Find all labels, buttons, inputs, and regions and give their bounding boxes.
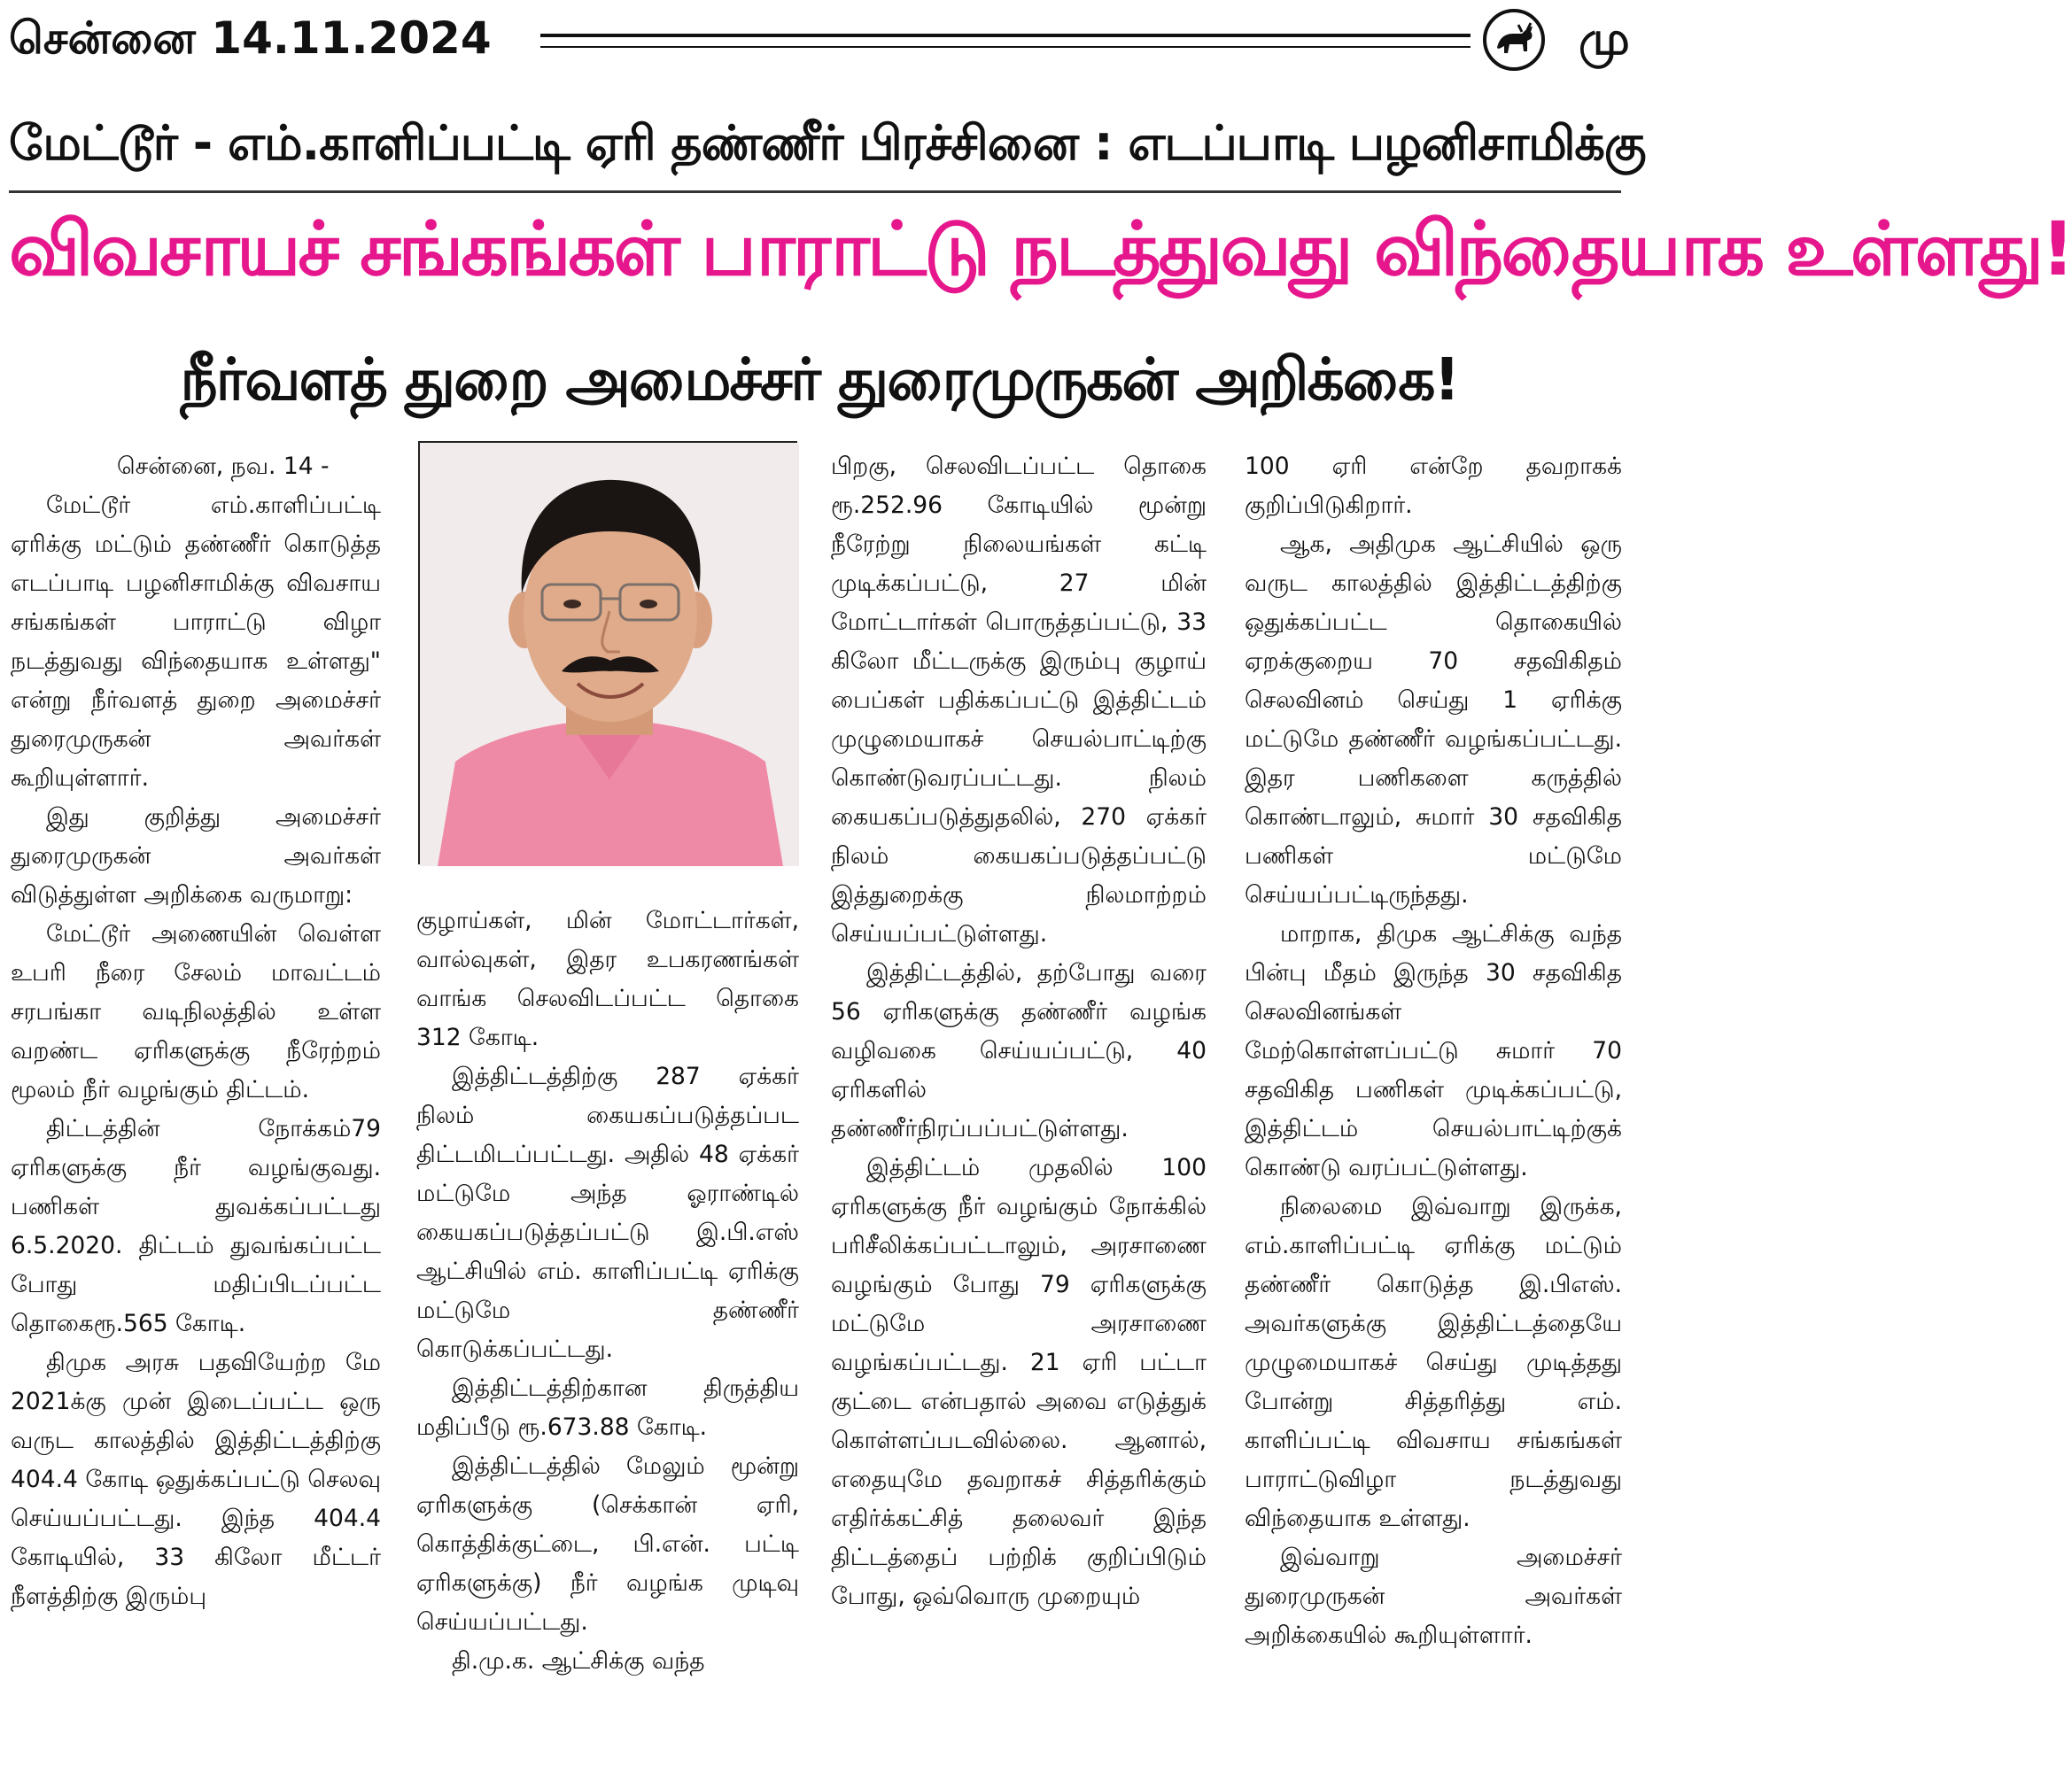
masthead bbox=[9, 7, 1630, 78]
paragraph: இத்திட்டத்தில் மேலும் மூன்று ஏரிகளுக்கு (செக்கான் ஏரி, கொத்திக்குட்டை, பி.என். பட்டி ஏரிகளுக்கு) நீர் வழங்க முடிவு செய்யப்பட்டது. bbox=[416, 1452, 799, 1636]
paragraph: இவ்வாறு அமைச்சர் துரைமுருகன் அவர்கள் அறிக்கையில் கூறியுள்ளார். bbox=[1245, 1544, 1622, 1649]
paragraph: தி.மு.க. ஆட்சிக்கு வந்த bbox=[452, 1647, 705, 1675]
paragraph: இத்திட்டம் முதலில் 100 ஏரிகளுக்கு நீர் வழங்கும் நோக்கில் பரிசீலிக்கப்பட்டாலும், அரசாணை வழங்கும் போது 79 ஏரிகளுக்கு மட்டுமே அரசாணை வழங்கப்பட்டது. 21 ஏரி பட்டா குட்டை என்பதால் அவை எடுத்துக் கொள்ளப்படவில்லை. ஆனால், எதையுமே தவறாகச் சித்தரிக்கும் எதிர்க்கட்சித் தலைவர் இந்த திட்டத்தைப் பற்றிக் குறிப்பிடும் போது, ஒவ்வொரு முறையும் bbox=[831, 1154, 1207, 1610]
paragraph: திமுக அரசு பதவியேற்ற மே 2021க்கு முன் இடைப்பட்ட ஒரு வருட காலத்தில் இத்திட்டத்திற்கு 404.4 கோடி ஒதுக்கப்பட்டு செலவு செய்யப்பட்டது. இந்த 404.4 கோடியில், 33 கிலோ மீட்டர் நீளத்திற்கு இரும்பு bbox=[11, 1349, 381, 1610]
paragraph: மேட்டூர் அணையின் வெள்ள உபரி நீரை சேலம் மாவட்டம் சரபங்கா வடிநிலத்தில் உள்ள வறண்ட ஏரிகளுக்கு நீரேற்றம் மூலம் நீர் வழங்கும் திட்டம். bbox=[11, 920, 381, 1103]
paragraph: இத்திட்டத்திற்கான திருத்திய மதிப்பீடு ரூ.673.88 கோடி. bbox=[416, 1374, 799, 1441]
paragraph: மாறாக, திமுக ஆட்சிக்கு வந்த பின்பு மீதம் இருந்த 30 சதவிகித செலவினங்கள் மேற்கொள்ளப்பட்டு சுமார் 70 சதவிகித பணிகள் முடிக்கப்பட்டு, இத்திட்டம் செயல்பாட்டிற்குக் கொண்டு வரப்பட்டுள்ளது. bbox=[1245, 920, 1622, 1181]
paragraph: மேட்டூர் எம்.காளிப்பட்டி ஏரிக்கு மட்டும் தண்ணீர் கொடுத்த எடப்பாடி பழனிசாமிக்கு விவசாய சங்கங்கள் பாராட்டு விழா நடத்துவது விந்தையாக உள்ளது" என்று நீர்வளத் துறை அமைச்சர் துரைமுருகன் அவர்கள் கூறியுள்ளார். bbox=[11, 492, 381, 792]
bull-emblem-icon bbox=[1483, 9, 1545, 71]
masthead-rule bbox=[540, 34, 1471, 48]
paragraph: சென்னை, நவ. 14 - bbox=[117, 453, 330, 480]
paragraph: இது குறித்து அமைச்சர் துரைமுருகன் அவர்கள் விடுத்துள்ள அறிக்கை வருமாறு: bbox=[11, 803, 381, 909]
paragraph: நிலைமை இவ்வாறு இருக்க, எம்.காளிப்பட்டி ஏரிக்கு மட்டும் தண்ணீர் கொடுத்த இ.பிஎஸ். அவர்களுக்கு இத்திட்டத்தையே முழுமையாகச் செய்து முடித்தது போன்று சித்தரித்து எம். காளிப்பட்டி விவசாய சங்கங்கள் பாராட்டுவிழா நடத்துவது விந்தையாக உள்ளது. bbox=[1245, 1193, 1622, 1532]
article-column-2 bbox=[416, 902, 799, 1752]
paragraph: இத்திட்டத்திற்கு 287 ஏக்கர் நிலம் கையகப்படுத்தப்பட திட்டமிடப்பட்டது. அதில் 48 ஏக்கர் மட்டுமே அந்த ஓராண்டில் கையகப்படுத்தப்பட்டு இ.பி.எஸ் ஆட்சியில் எம். காளிப்பட்டி ஏரிக்கு மட்டுமே தண்ணீர் கொடுக்கப்பட்டது. bbox=[416, 1063, 799, 1363]
masthead-title-fragment: மு bbox=[1579, 12, 1630, 66]
divider bbox=[9, 190, 1621, 193]
article-column-3 bbox=[831, 447, 1207, 1767]
paragraph: 100 ஏரி என்றே தவறாகக் குறிப்பிடுகிறார். bbox=[1245, 453, 1622, 519]
paragraph: திட்டத்தின் நோக்கம்79 ஏரிகளுக்கு நீர் வழங்குவது. பணிகள் துவக்கப்பட்டது 6.5.2020. திட்டம் துவங்கப்பட்ட போது மதிப்பிடப்பட்ட தொகைரூ.565 கோடி. bbox=[11, 1115, 381, 1337]
article-column-1 bbox=[11, 447, 381, 1767]
headline: விவசாயச் சங்கங்கள் பாராட்டு நடத்துவது விந்தையாக உள்ளது! bbox=[9, 205, 2072, 292]
kicker-line: மேட்டூர் - எம்.காளிப்பட்டி ஏரி தண்ணீர் பிரச்சினை : எடப்பாடி பழனிசாமிக்கு bbox=[9, 115, 1646, 171]
paragraph: இத்திட்டத்தில், தற்போது வரை 56 ஏரிகளுக்கு தண்ணீர் வழங்க வழிவகை செய்யப்பட்டு, 40 ஏரிகளில் தண்ணீர்நிரப்பப்பட்டுள்ளது. bbox=[831, 959, 1207, 1142]
article-column-4 bbox=[1245, 447, 1622, 1767]
paragraph: ஆக, அதிமுக ஆட்சியில் ஒரு வருட காலத்தில் இத்திட்டத்திற்கு ஒதுக்கப்பட்ட தொகையில் ஏறக்குறைய 70 சதவிகிதம் செலவினம் செய்து 1 ஏரிக்கு மட்டுமே தண்ணீர் வழங்கப்பட்டது. இதர பணிகளை கருத்தில் கொண்டாலும், சுமார் 30 சதவிகித பணிகள் மட்டுமே செய்யப்பட்டிருந்தது. bbox=[1245, 530, 1622, 909]
dateline: சென்னை 14.11.2024 bbox=[9, 12, 492, 64]
subheadline: நீர்வளத் துறை அமைச்சர் துரைமுருகன் அறிக்கை! bbox=[180, 345, 1459, 414]
minister-portrait-icon bbox=[418, 441, 797, 864]
paragraph: பிறகு, செலவிடப்பட்ட தொகை ரூ.252.96 கோடியில் மூன்று நீரேற்று நிலையங்கள் கட்டி முடிக்கப்பட்டு, 27 மின் மோட்டார்கள் பொருத்தப்பட்டு, 33 கிலோ மீட்டருக்கு இரும்பு குழாய் பைப்கள் பதிக்கப்பட்டு இத்திட்டம் முழுமையாகச் செயல்பாட்டிற்கு கொண்டுவரப்பட்டது. நிலம் கையகப்படுத்துதலில், 270 ஏக்கர் நிலம் கையகப்படுத்தப்பட்டு இத்துறைக்கு நிலமாற்றம் செய்யப்பட்டுள்ளது. bbox=[831, 453, 1207, 948]
paragraph: குழாய்கள், மின் மோட்டார்கள், வால்வுகள், இதர உபகரணங்கள் வாங்க செலவிடப்பட்ட தொகை 312 கோடி. bbox=[416, 907, 799, 1051]
